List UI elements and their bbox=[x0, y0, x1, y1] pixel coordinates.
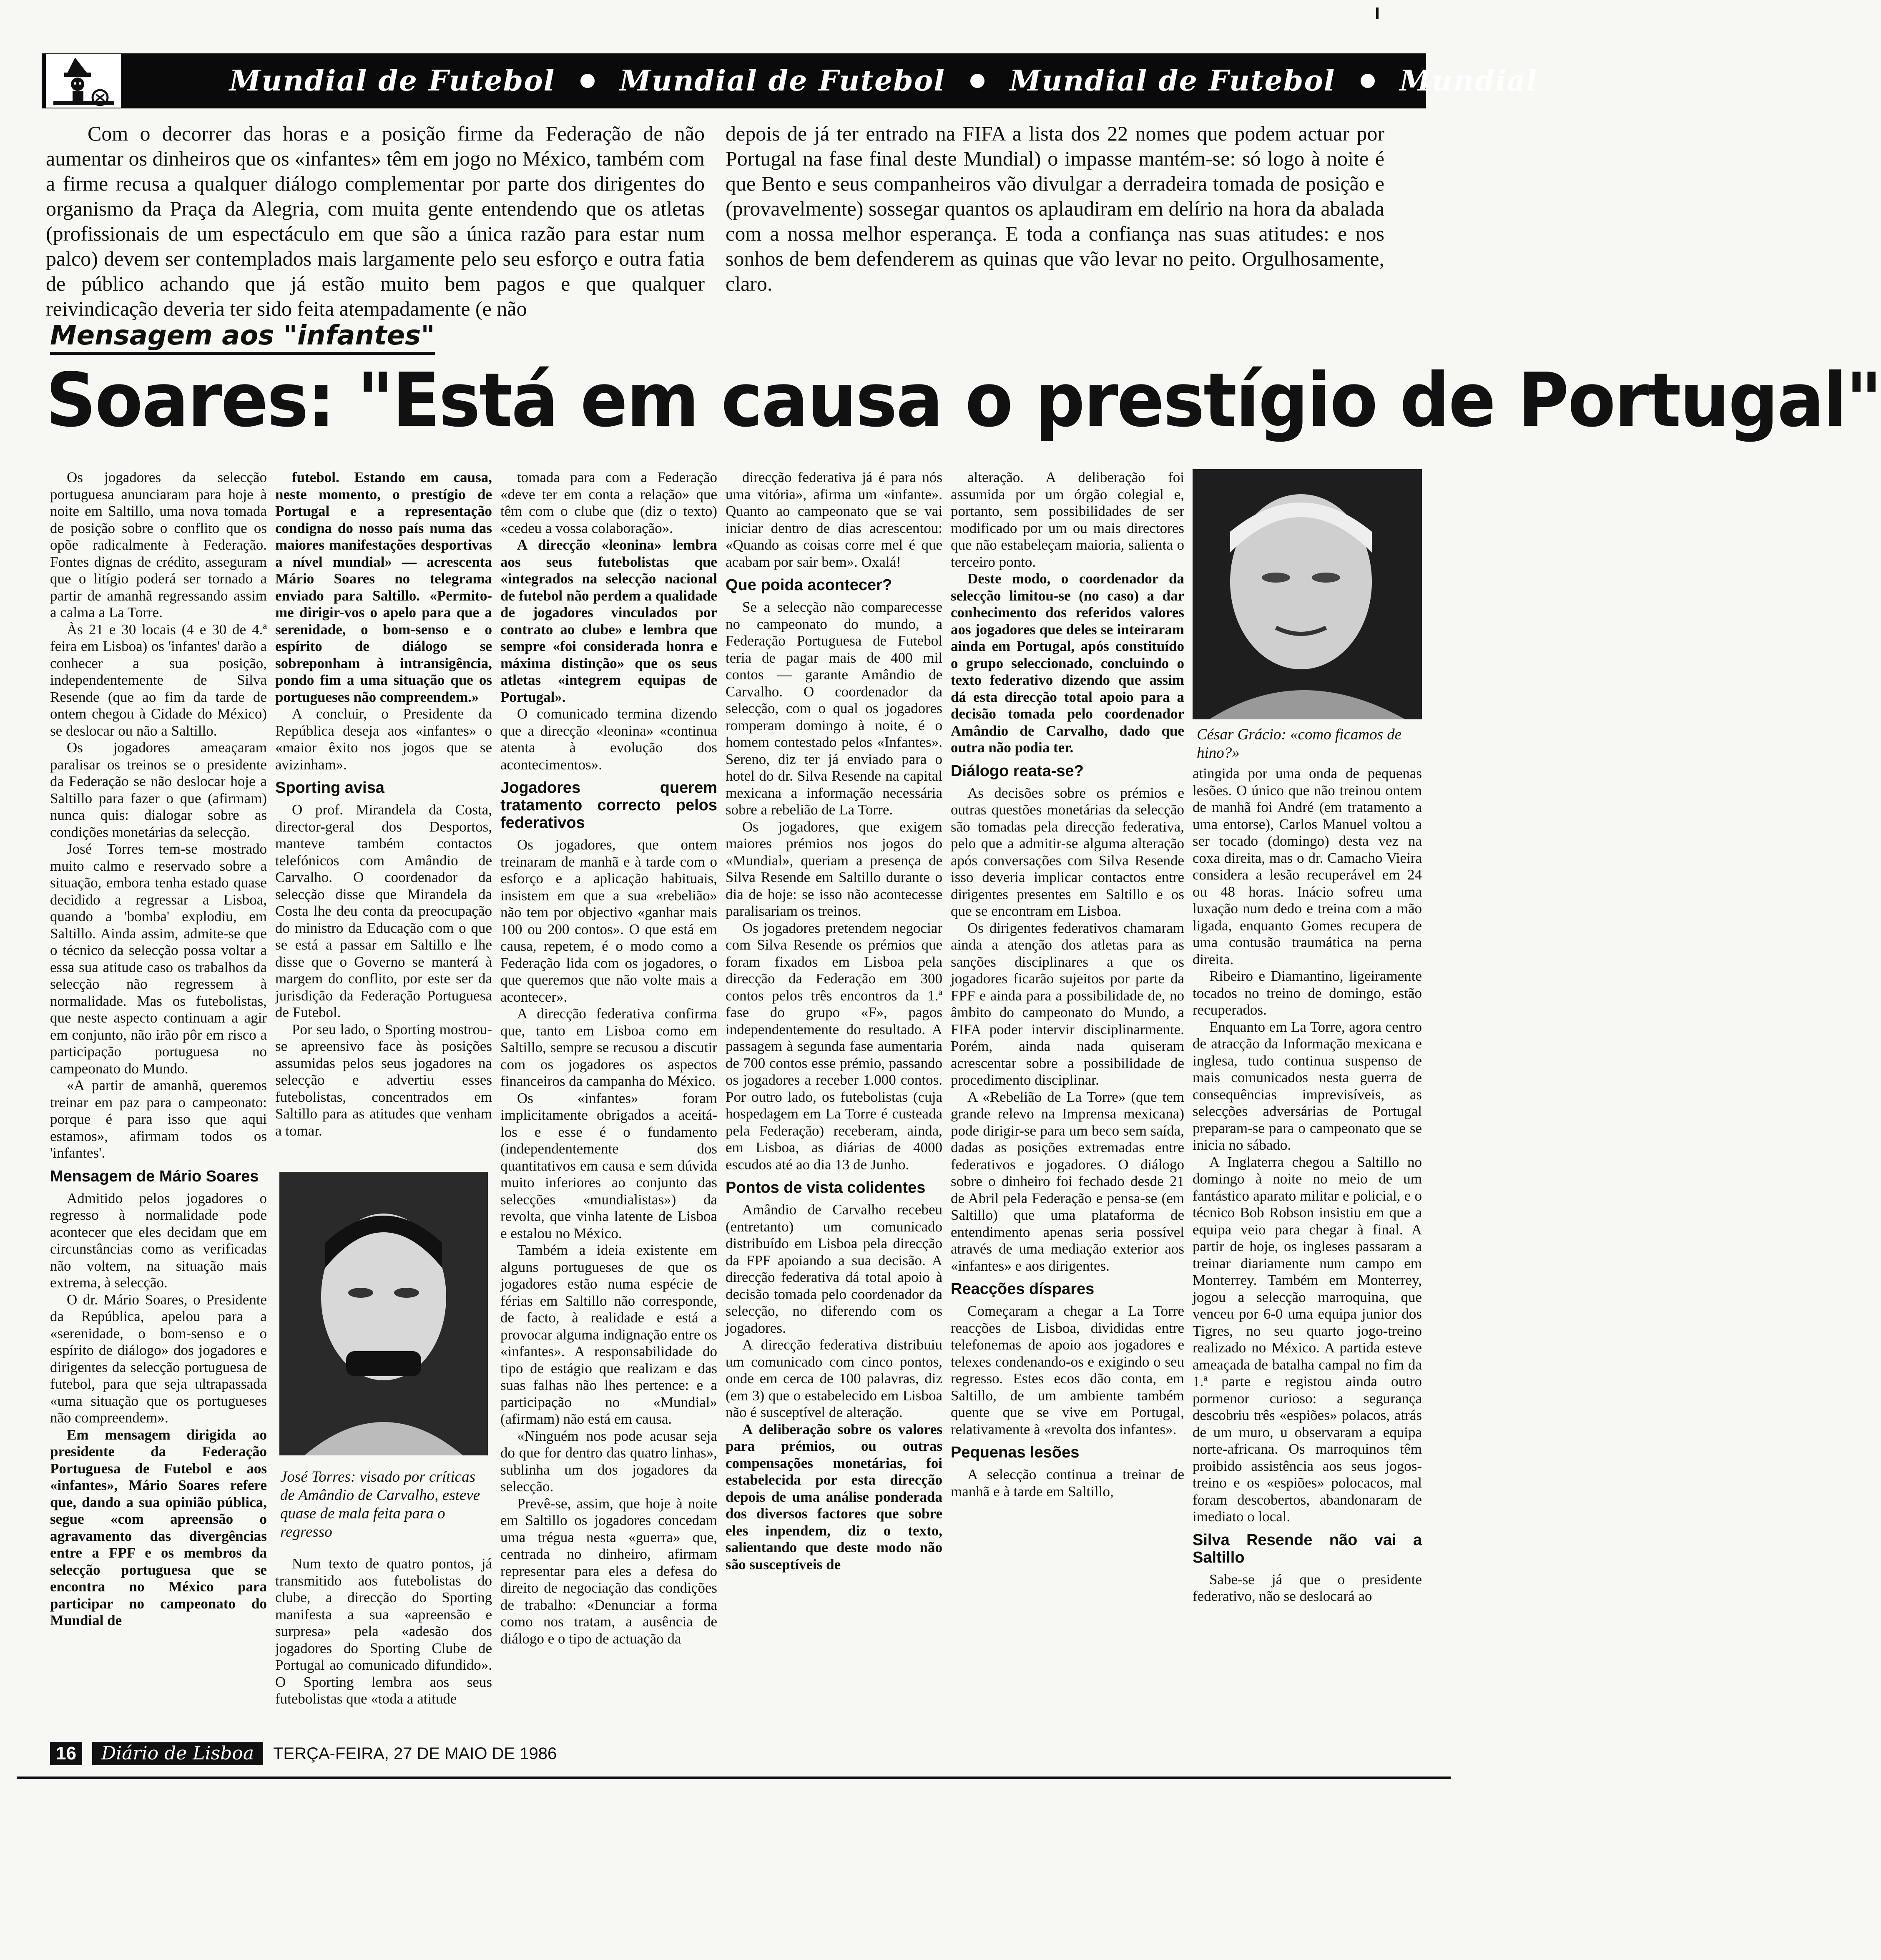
paragraph: Começaram a chegar a La Torre reacções de Lisboa, divididas entre telefonemas de apoio aos jogadores e telexes condenando-os e exigindo o seu regresso. Estes ecos dão conta, em Saltillo, de um ambiente também quente que se vive em Portugal, relativamente à «revolta dos infantes». bbox=[951, 1303, 1184, 1437]
article-column-6 bbox=[1193, 765, 1422, 1737]
paragraph: Os jogadores pretendem negociar com Silva Resende os prémios que foram fixados em Lisboa pela direcção da Federação em 300 contos pelos três encontros da 1.ª fase do grupo «F», pagos independentemente do resultado. A passagem à segunda fase aumentaria de 700 contos esse prémio, passando os jogadores a receber 1.000 contos. Por outro lado, os futebolistas (cuja hospedagem em La Torre é custeada pela Federação) receberam, ainda, em Lisboa, as diárias de 4000 escudos até ao dia 13 de Junho. bbox=[726, 920, 942, 1173]
article-column-5 bbox=[951, 469, 1184, 1737]
paragraph: «A partir de amanhã, queremos treinar em paz para o campeonato: porque é para isso que aqui estamos», afirmam todos os 'infantes'. bbox=[50, 1077, 267, 1161]
paragraph: Às 21 e 30 locais (4 e 30 de 4.ª feira em Lisboa) os 'infantes' darão a conhecer a sua posição, independentemente de Silva Resende (que ao fim da tarde de ontem chegou à Cidade do México) se deslocar ou não a Saltillo. bbox=[50, 621, 267, 739]
banner-item: Mundial de Futebol bbox=[229, 64, 555, 98]
article-column-1 bbox=[50, 469, 267, 1737]
bullet-icon bbox=[580, 74, 595, 88]
paragraph: A concluir, o Presidente da República deseja aos «infantes» o «maior êxito nos jogos que se avizinham». bbox=[275, 706, 492, 773]
paragraph: José Torres tem-se mostrado muito calmo e reservado sobre a situação, embora tenha estado quase decidido a regressar a Lisboa, quando a 'bomba' explodiu, em Saltillo. Ainda assim, admite-se que o técnico da selecção possa voltar a essa sua atitude caso os trabalhos da selecção não regressem à normalidade. Mas os futebolistas, que neste aspecto continuam a agir em conjunto, não irão pôr em risco a participação portuguesa no campeonato do Mundo. bbox=[50, 841, 267, 1077]
page-footer bbox=[50, 1742, 1426, 1765]
paragraph: futebol. Estando em causa, neste momento, o prestígio de Portugal e a representação condigna do nosso país numa das maiores manifestações desportivas a nível mundial» — acrescenta Mário Soares no telegrama enviado para Saltillo. «Permito-me dirigir-vos o apelo para que a serenidade, o bom-senso e o espírito de diálogo se sobreponham à intransigência, pondo fim a uma situação que os portugueses não compreendem.» bbox=[275, 469, 492, 705]
paragraph: direcção federativa já é para nós uma vitória», afirma um «infante». Quanto ao campeonato que se vai iniciar dentro de dias acrescentou: «Quando as coisas corre mel é que acabam por sair bem». Oxalá! bbox=[726, 469, 942, 570]
bullet-icon bbox=[1361, 74, 1375, 88]
subheading: Sporting avisa bbox=[275, 779, 384, 797]
photo-caption-jose-torres: José Torres: visado por críticas de Amândio de Carvalho, esteve quase de mala feita para o regresso bbox=[280, 1468, 480, 1540]
banner-item: Mundial bbox=[1399, 64, 1538, 98]
subheading: Pequenas lesões bbox=[951, 1444, 1080, 1461]
intro-column-right: depois de já ter entrado na FIFA a lista dos 22 nomes que podem actuar por Portugal na fase final deste Mundial) o impasse mantém-se: só logo à noite é que Bento e seus companheiros vão divulgar a derradeira tomada de posição e (provavelmente) sossegar quantos os aplaudiram em delírio na hora da abalada com a nossa melhor esperança. E toda a confiança nas suas atitudes: e nos sonhos de bem defenderem as quinas que vão levar no peito. Orgulhosamente, claro. bbox=[726, 122, 1384, 295]
paragraph: A selecção continua a treinar de manhã e à tarde em Saltillo, bbox=[951, 1466, 1184, 1500]
banner-item: Mundial de Futebol bbox=[619, 64, 946, 98]
section-banner bbox=[42, 53, 1538, 108]
top-edge-mark bbox=[1376, 8, 1379, 19]
publication-date: TERÇA-FEIRA, 27 DE MAIO DE 1986 bbox=[273, 1744, 557, 1763]
paragraph: A Inglaterra chegou a Saltillo no domingo à noite no meio de um fantástico aparato militar e policial, e o técnico Bob Robson insistiu em que a equipa veio para chegar à final. A partir de hoje, os ingleses passaram a treinar diariamente num campo em Monterrey. Também em Monterrey, jogou a selecção marroquina, que venceu por 6-0 uma equipa junior dos Tigres, no seu quarto jogo-treino realizado no México. A partida esteve ameaçada de batalha campal no fim da 1.ª parte e registou ainda outro pormenor curioso: a segurança descobriu três «espiões» polacos, atrás de um muro, u observaram a equipa norte-africana. Os marroquinos têm proibido assistência aos seus jogos-treino e os «espiões» polocacos, mal foram descobertos, abandonaram de imediato o local. bbox=[1193, 1153, 1422, 1525]
subheading: Reacções díspares bbox=[951, 1280, 1095, 1298]
subheading: Silva Resende não vai a Saltillo bbox=[1193, 1531, 1422, 1566]
paragraph: atingida por uma onda de pequenas lesões. O único que não treinou ontem de manhã foi André (em tratamento a uma entorse), Carlos Manuel voltou a ser tocado (domingo) desta vez na coxa direita, mas o dr. Camacho Vieira considera a lesão recuperável em 24 ou 48 horas. Inácio sofreu uma luxação num dedo e treina com a mão ligada, enquanto Gomes recupera de uma contusão traumática na perna direita. bbox=[1193, 765, 1422, 967]
paragraph: Os jogadores da selecção portuguesa anunciaram para hoje à noite em Saltillo, uma nova tomada de posição sobre o conflito que os opõe radicalmente à Federação. Fontes dignas de crédito, asseguram que o litígio poderá ser tornado a partir de amanhã regressando assim a calma a La Torre. bbox=[50, 469, 267, 621]
subheading: Que poida acontecer? bbox=[726, 576, 892, 594]
kicker: Mensagem aos "infantes" bbox=[50, 320, 435, 355]
paragraph: Em mensagem dirigida ao presidente da Federação Portuguesa de Futebol e aos «infantes», Mário Soares refere que, dando a sua opinião pública, segue «com apreensão o agravamento das divergências entre a FPF e os membros da selecção portuguesa que se encontra no México para participar no campeonato do Mundial de bbox=[50, 1426, 267, 1628]
bottom-rule bbox=[17, 1777, 1451, 1779]
paragraph: A deliberação sobre os valores para prémios, ou outras compensações monetárias, foi estabelecida por esta direcção depois de uma análise ponderada dos diversos factores que sobre eles inpendem, diz o texto, salientando que deste modo não são susceptíveis de bbox=[726, 1421, 942, 1573]
photo-jose-torres bbox=[279, 1172, 488, 1455]
page-number: 16 bbox=[50, 1742, 82, 1765]
paragraph: «Ninguém nos pode acusar seja do que for dentro das quatro linhas», sublinha um dos jogadores da selecção. bbox=[500, 1427, 717, 1495]
paragraph: alteração. A deliberação foi assumida por um órgão colegial e, portanto, sem possibilidades de ser modificado por um ou mais directores que não estabeleçam maioria, salienta o terceiro ponto. bbox=[951, 469, 1184, 570]
article-column-3 bbox=[500, 469, 717, 1737]
paragraph: O prof. Mirandela da Costa, director-geral dos Desportos, manteve também contactos telefónicos com Amândio de Carvalho. O coordenador da selecção disse que Mirandela da Costa lhe deu conta da preocupação do ministro da Educação com o que se está a passar em Saltillo e lhe disse que o Governo se manterá à margem do conflito, por este ser da jurisdição da Federação Portuguesa de Futebol. bbox=[275, 802, 492, 1020]
paragraph: A direcção federativa confirma que, tanto em Lisboa como em Saltillo, sempre se recusou a discutir com os jogadores os aspectos financeiros da campanha do México. bbox=[500, 1005, 717, 1089]
paragraph: A direcção federativa distribuiu um comunicado com cinco pontos, onde em cerca de 100 palavras, diz (em 3) que o estabelecido em Lisboa não é susceptível de alteração. bbox=[726, 1337, 942, 1420]
paragraph: Os «infantes» foram implicitamente obrigados a aceitá-los e esse é o fundamento (independentemente dos quantitativos em causa e sem dúvida muito inferiores ao conjunto das selecções «mundialistas») da revolta, que vinha latente de Lisboa e estalou no México. bbox=[500, 1090, 717, 1241]
paragraph: Admitido pelos jogadores o regresso à normalidade pode acontecer que eles decidam que em circunstâncias como as verificadas não voltem, na situação mais extrema, à selecção. bbox=[50, 1190, 267, 1291]
article-column-2 bbox=[275, 469, 492, 1157]
paragraph: Deste modo, o coordenador da selecção limitou-se (no caso) a dar conhecimento dos referidos valores aos jogadores que deles se inteiraram ainda em Portugal, após constituído o grupo seleccionado, concluindo o texto federativo dizendo que assim dá esta direcção total apoio para a decisão tomada pelo coordenador Amândio de Carvalho, dado que outra não podia ter. bbox=[951, 570, 1184, 756]
paragraph: Enquanto em La Torre, agora centro de atracção da Informação mexicana e inglesa, tudo continua suspenso de mais comunicados nesta guerra de consequências imprevisíveis, as selecções adversárias de Portugal preparam-se para o campeonato que se inicia no sábado. bbox=[1193, 1018, 1422, 1153]
paragraph: tomada para com a Federação «deve ter em conta a relação» que têm com o clube que (diz o texto) «cedeu a vossa colaboração». bbox=[500, 469, 717, 536]
paragraph: Sabe-se já que o presidente federativo, não se deslocará ao bbox=[1193, 1571, 1422, 1604]
paragraph: As decisões sobre os prémios e outras questões monetárias da selecção são tomadas pela direcção federativa, pelo que a admitir-se alguma alteração após conversações com Silva Resende isso deveria implicar contactos entre dirigentes presentes em Saltillo e os que se encontram em Lisboa. bbox=[951, 784, 1184, 919]
masthead-logo: Diário de Lisboa bbox=[92, 1742, 263, 1765]
paragraph: A «Rebelião de La Torre» (que tem grande relevo na Imprensa mexicana) pode dirigir-se para um beco sem saída, dadas as posições extremadas entre federativos e jogadores. O diálogo sobre o dinheiro foi fechado desde 21 de Abril pela Federação e pensa-se (em Saltillo) que uma plataforma de entendimento apenas seria possível através de uma mediação exterior aos «infantes» e aos dirigentes. bbox=[951, 1088, 1184, 1274]
photo-cesar-gracio bbox=[1193, 469, 1422, 719]
paragraph: O comunicado termina dizendo que a direcção «leonina» «continua atenta à evolução dos acontecimentos». bbox=[500, 706, 717, 773]
bullet-icon bbox=[970, 74, 984, 88]
paragraph: Prevê-se, assim, que hoje à noite em Saltillo os jogadores concedam uma trégua nesta «guerra» que, centrada no dinheiro, afirmam representar para eles a defesa do direito de negociação das condições de trabalho: «Denunciar a forma como nos tratam, a ausência de diálogo e o tipo de actuação da bbox=[500, 1495, 717, 1647]
subheading: Diálogo reata-se? bbox=[951, 762, 1084, 780]
paragraph: Por seu lado, o Sporting mostrou-se apreensivo face às posições assumidas pelos seus jogadores na selecção e advertiu esses futebolistas, concentrados em Saltillo para as atitudes que venham a tomar. bbox=[275, 1021, 492, 1139]
banner-text bbox=[125, 64, 1538, 98]
subheading: Pontos de vista colidentes bbox=[726, 1179, 926, 1196]
paragraph: Também a ideia existente em alguns portugueses de que os jogadores estão numa espécie de férias em Saltillo não corresponde, de facto, à realidade e está a provocar alguma indignação entre os «infantes». A responsabilidade do tipo de estágio que realizam e das suas falhas não lhes pertence: e a participação no «Mundial» (afirmam) não está em causa. bbox=[500, 1242, 717, 1427]
paragraph: Os jogadores, que exigem maiores prémios nos jogos do «Mundial», queriam a presença de Silva Resende em Saltillo durante o dia de hoje: se isso não acontecesse paralisariam os treinos. bbox=[726, 818, 942, 919]
paragraph: Ribeiro e Diamantino, ligeiramente tocados no treino de domingo, estão recuperados. bbox=[1193, 968, 1422, 1018]
paragraph: Os dirigentes federativos chamaram ainda a atenção dos atletas para as sanções disciplinares a que os jogadores ficarão sujeitos por parte da FPF e ainda para a possibilidade de, no âmbito do campeonato do Mundo, a FIFA poder intervir disciplinarmente. Porém, ainda nada quiseram acrescentar sobre a possibilidade de procedimento disciplinar. bbox=[951, 920, 1184, 1088]
headline: Soares: "Está em causa o prestígio de Portugal" bbox=[46, 357, 1881, 443]
paragraph: O dr. Mário Soares, o Presidente da República, apelou para a «serenidade, o bom-senso e o espírito de diálogo» dos jogadores e dirigentes da selecção portuguesa de futebol, para que seja ultrapassada «uma situação que os portugueses não compreendem». bbox=[50, 1291, 267, 1426]
photo-caption-cesar-gracio: César Grácio: «como ficamos de hino?» bbox=[1197, 726, 1402, 761]
subheading: Mensagem de Mário Soares bbox=[50, 1167, 259, 1185]
banner-item: Mundial de Futebol bbox=[1010, 64, 1336, 98]
mascot-logo-icon bbox=[42, 53, 125, 108]
subheading: Jogadores querem tratamento correcto pelos federativos bbox=[500, 779, 717, 832]
paragraph: Os jogadores, que ontem treinaram de manhã e à tarde com o esforço e a aplicação habituais, insistem em que a sua «rebelião» não tem por objectivo «ganhar mais 100 ou 200 contos». O que está em causa, repetem, é o modo como a Federação lida com os jogadores, o que queremos que não volte mais a acontecer». bbox=[500, 837, 717, 1005]
paragraph: Os jogadores ameaçaram paralisar os treinos se o presidente da Federação se não deslocar hoje a Saltillo para fazer o que (afirmam) nunca quis: dialogar sobre as condições monetárias da selecção. bbox=[50, 739, 267, 840]
paragraph: A direcção «leonina» lembra aos seus futebolistas que «integrados na selecção nacional de futebol não perdem a qualidade de jogadores vinculados por contrato ao clube» e lembra que sempre «foi considerada honra e máxima distinção» que os seus atletas «integrem equipas de Portugal». bbox=[500, 537, 717, 705]
paragraph: Se a selecção não comparecesse no campeonato do mundo, a Federação Portuguesa de Futebol teria de pagar mais de 400 mil contos — garante Amândio de Carvalho. O coordenador da selecção, com o qual os jogadores romperam domingo à noite, é o homem contestado pelos «Infantes». Sereno, diz ter já enviado para o hotel do dr. Silva Resende na capital mexicana a informação necessária sobre a rebelião de La Torre. bbox=[726, 599, 942, 818]
article-column-4 bbox=[726, 469, 942, 1737]
paragraph: Num texto de quatro pontos, já transmitido aos futebolistas do clube, a direcção do Sporting manifesta a sua «apreensão e surpresa» pela «adesão dos jogadores do Sporting Clube de Portugal ao comunicado difundido». O Sporting lembra aos seus futebolistas que «toda a atitude bbox=[275, 1555, 492, 1707]
intro-column-left: Com o decorrer das horas e a posição firme da Federação de não aumentar os dinheiros que os «infantes» têm em jogo no México, também com a firme recusa a qualquer diálogo complementar por parte dos dirigentes do organismo da Praça da Alegria, com muita gente entendendo que os atletas (profissionais de um espectáculo em que são a única razão para estar num palco) devem ser contemplados mais largamente pelo seu esforço e outra fatia de público achando que já estão muito bem pagos e que qualquer reivindicação deveria ter sido feita atempadamente (e não bbox=[46, 122, 705, 320]
paragraph: Amândio de Carvalho recebeu (entretanto) um comunicado distribuído em Lisboa pela direcção da FPF apoiando a sua decisão. A direcção federativa dá total apoio à decisão tomada pelo coordenador da selecção, no diferendo com os jogadores. bbox=[726, 1201, 942, 1336]
article-column-2-continued bbox=[275, 1555, 492, 1737]
